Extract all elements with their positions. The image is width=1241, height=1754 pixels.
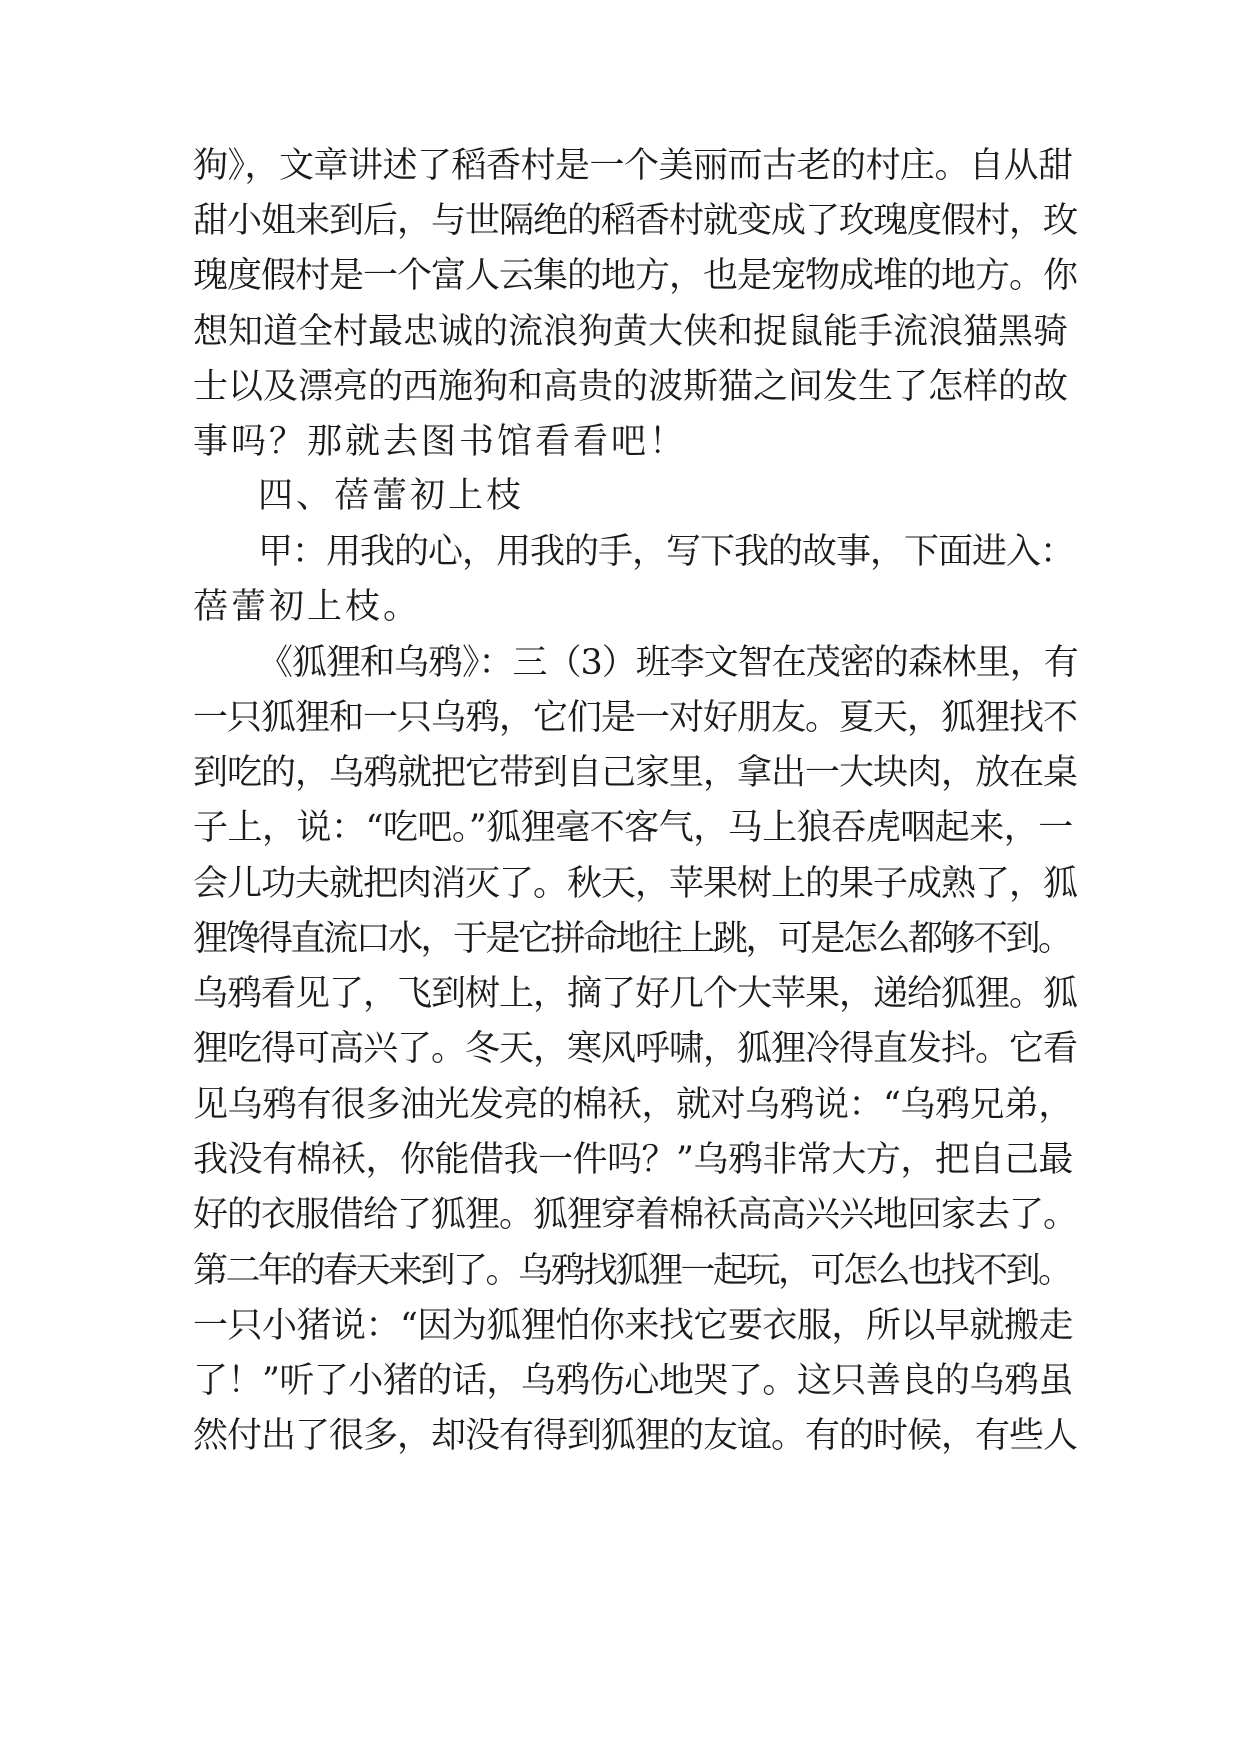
text-line: 士以及漂亮的西施狗和高贵的波斯猫之间发生了怎样的故 xyxy=(193,367,1069,407)
text-line: 一只狐狸和一只乌鸦，它们是一对好朋友。夏天，狐狸找不 xyxy=(193,698,1078,738)
text-line: 甲：用我的心，用我的手，写下我的故事，下面进入： xyxy=(258,532,1075,572)
text-line: 狸馋得直流口水，于是它拼命地往上跳，可是怎么都够不到。 xyxy=(193,919,1071,959)
text-line: 瑰度假村是一个富人云集的地方，也是宠物成堆的地方。你 xyxy=(193,256,1078,296)
text-line: 狸吃得可高兴了。冬天，寒风呼啸，狐狸冷得直发抖。它看 xyxy=(193,1029,1078,1069)
text-line: 一只小猪说：“因为狐狸怕你来找它要衣服，所以早就搬走 xyxy=(193,1306,1073,1346)
text-line: 我没有棉袄，你能借我一件吗？”乌鸦非常大方，把自己最 xyxy=(193,1140,1073,1180)
text-line: 见乌鸦有很多油光发亮的棉袄，就对乌鸦说：“乌鸦兄弟， xyxy=(193,1085,1073,1125)
text-line: 蓓蕾初上枝。 xyxy=(193,587,422,627)
text-line: 想知道全村最忠诚的流浪狗黄大侠和捉鼠能手流浪猫黑骑 xyxy=(193,312,1069,352)
text-line: 乌鸦看见了，飞到树上，摘了好几个大苹果，递给狐狸。狐 xyxy=(193,974,1078,1014)
text-line: 到吃的，乌鸦就把它带到自己家里，拿出一大块肉，放在桌 xyxy=(193,753,1078,793)
text-line: 子上，说：“吃吧。”狐狸毫不客气，马上狼吞虎咽起来，一 xyxy=(193,808,1073,848)
text-line: 事吗？那就去图书馆看看吧！ xyxy=(193,422,688,462)
text-line: 然付出了很多，却没有得到狐狸的友谊。有的时候，有些人 xyxy=(193,1416,1078,1456)
text-line: 《狐狸和乌鸦》：三（3）班李文智在茂密的森林里，有 xyxy=(258,643,1078,683)
text-line: 会儿功夫就把肉消灭了。秋天，苹果树上的果子成熟了，狐 xyxy=(193,864,1078,904)
text-line: 第二年的春天来到了。乌鸦找狐狸一起玩，可怎么也找不到。 xyxy=(193,1251,1071,1291)
text-line: 好的衣服借给了狐狸。狐狸穿着棉袄高高兴兴地回家去了。 xyxy=(193,1195,1078,1235)
section-heading: 四、蓓蕾初上枝 xyxy=(258,476,525,516)
text-line: 狗》，文章讲述了稻香村是一个美丽而古老的村庄。自从甜 xyxy=(193,146,1073,186)
text-line: 甜小姐来到后，与世隔绝的稻香村就变成了玫瑰度假村，玫 xyxy=(193,201,1078,241)
text-line: 了！”听了小猪的话，乌鸦伤心地哭了。这只善良的乌鸦虽 xyxy=(193,1361,1073,1401)
